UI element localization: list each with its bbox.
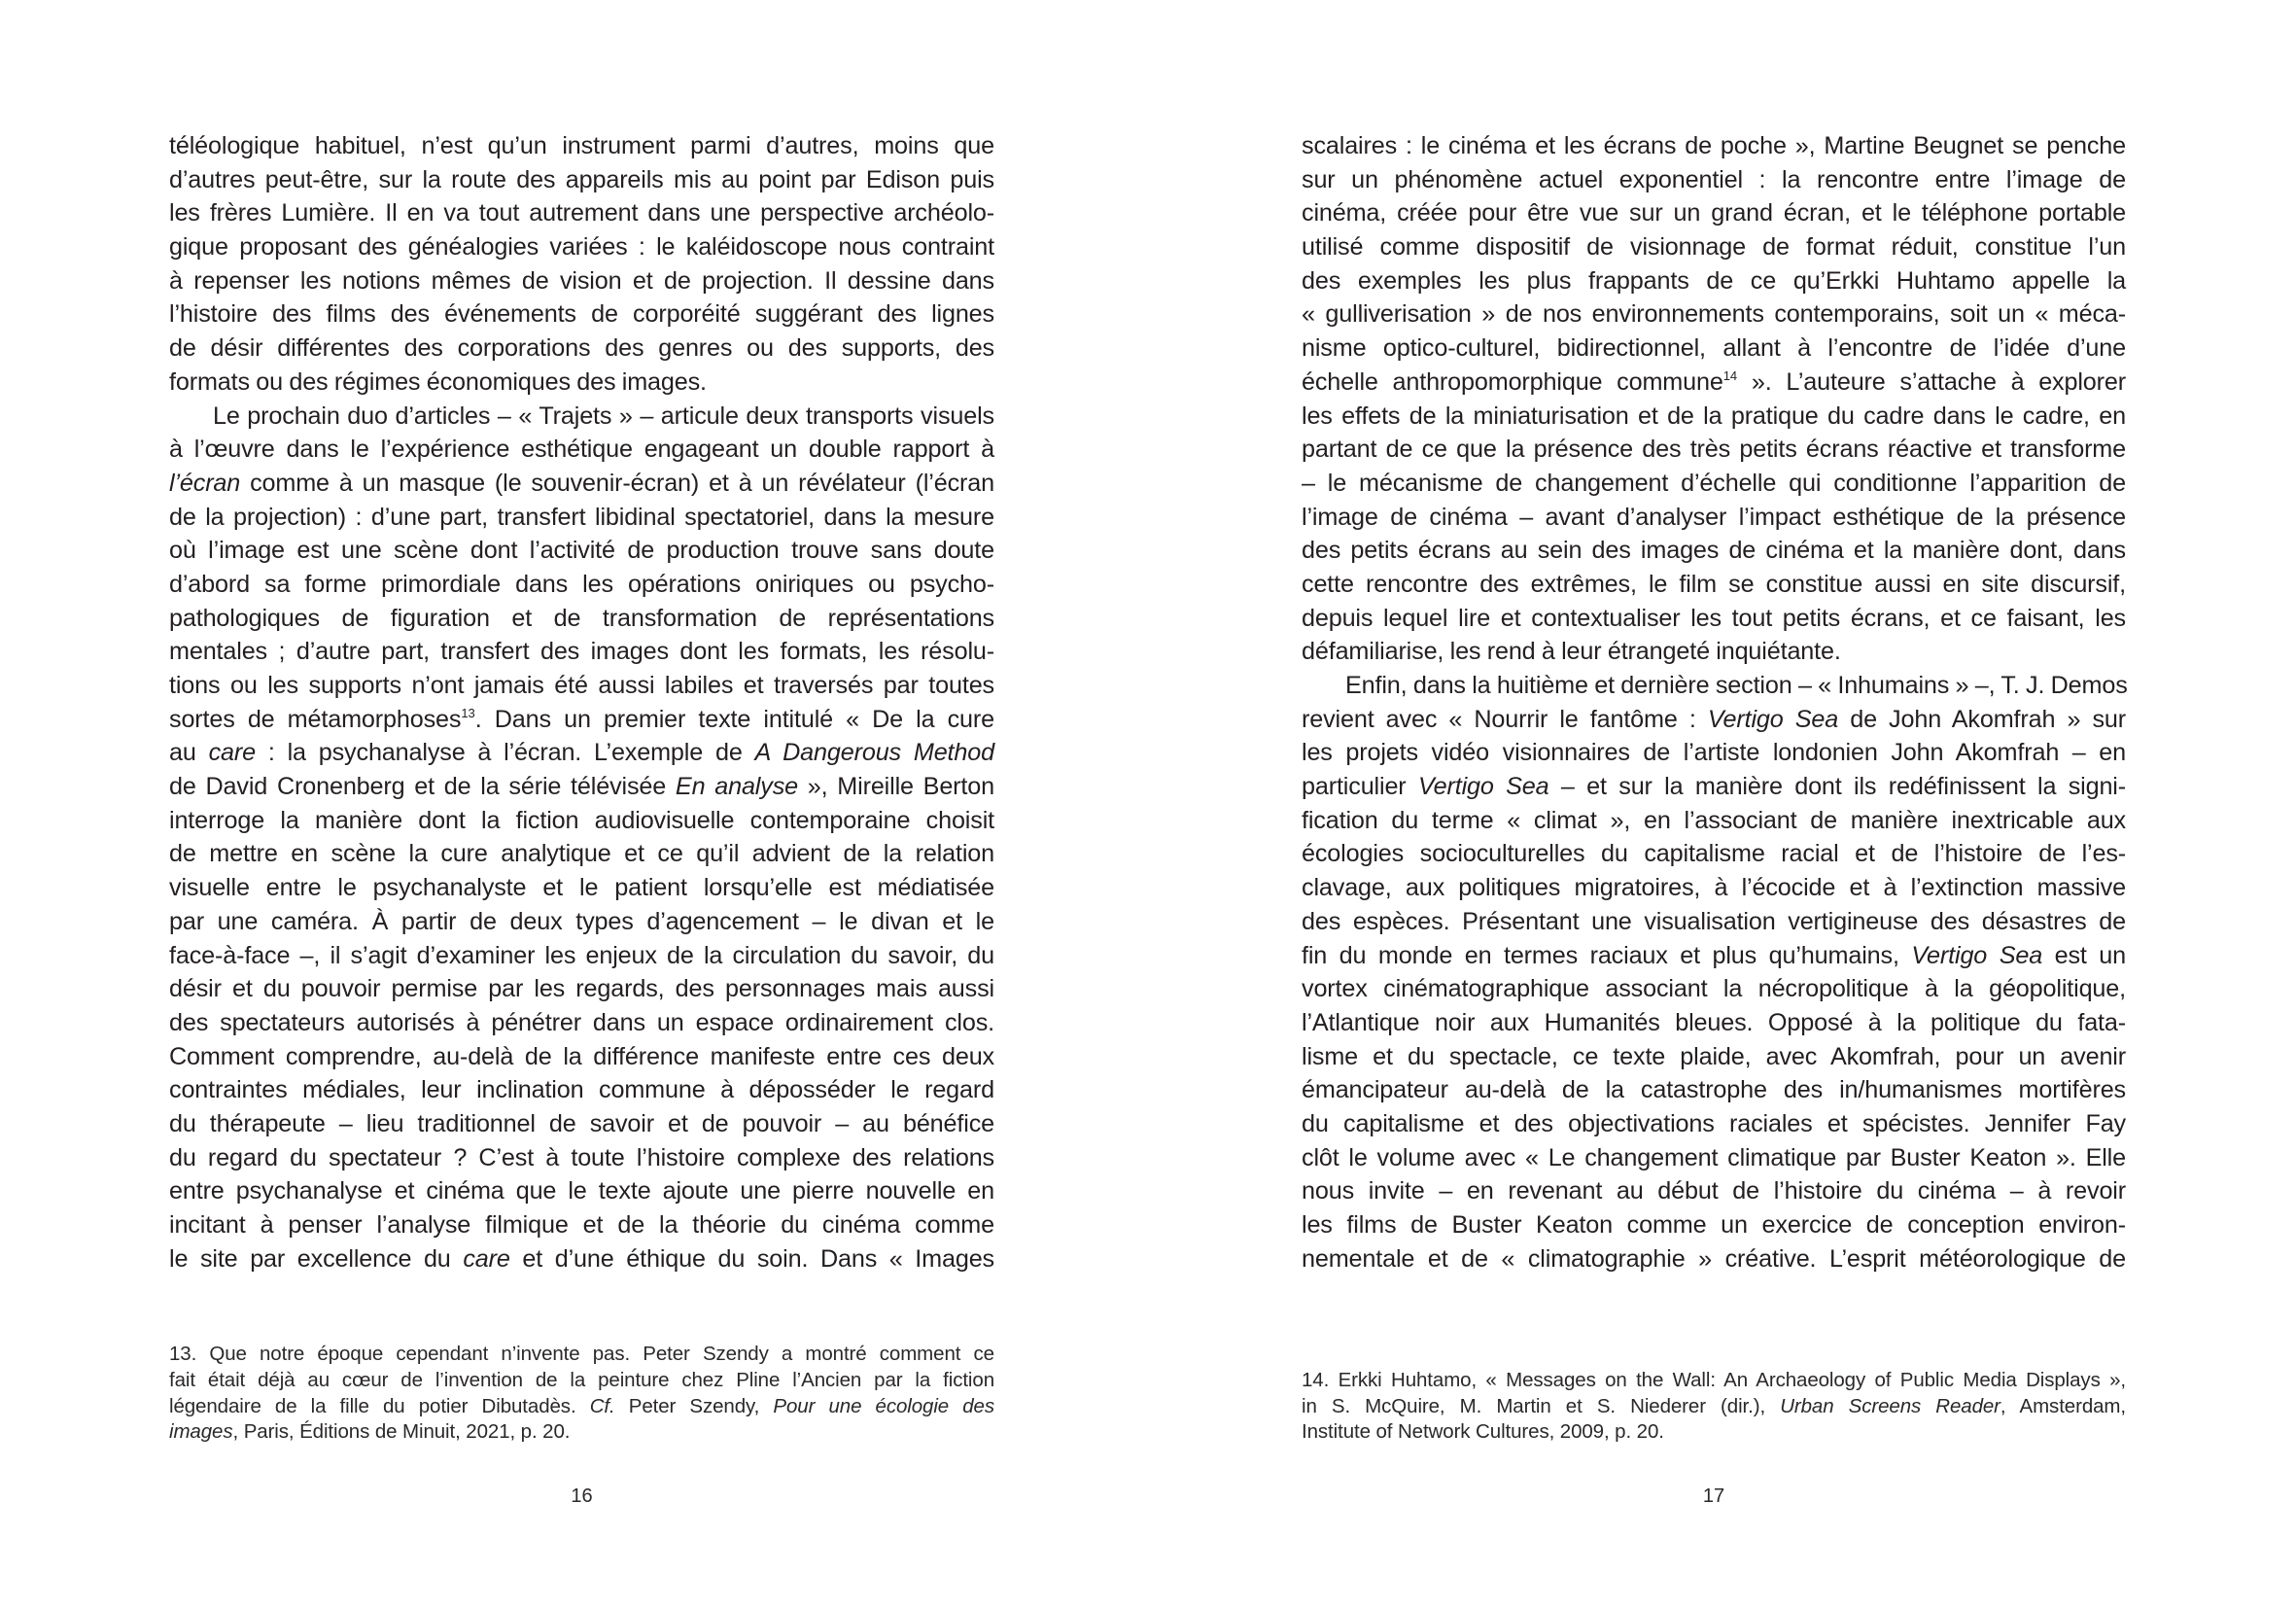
- text-line: de David Cronenberg et de la série télévisée En analyse », Mireille Berton: [169, 773, 994, 801]
- text-line: scalaires : le cinéma et les écrans de poche », Martine Beugnet se penche: [1302, 132, 2126, 159]
- text-line: du regard du spectateur ? C’est à toute l’histoire complexe des relations: [169, 1143, 994, 1171]
- text-line: écologies socioculturelles du capitalisme racial et de l’histoire de l’es-: [1302, 840, 2126, 868]
- text-line: tions ou les supports n’ont jamais été aussi labiles et traversés par toutes: [169, 672, 994, 699]
- text-line: du capitalisme et des objectivations raciales et spécistes. Jennifer Fay: [1302, 1109, 2126, 1137]
- text-line: nementale et de « climatographie » créative. L’esprit météorologique de: [1302, 1244, 2126, 1273]
- footnote-line: fait était déjà au cœur de l’invention de la peinture chez Pline l’Ancien par la fiction: [169, 1368, 994, 1391]
- text-line: fin du monde en termes raciaux et plus qu’humains, Vertigo Sea est un: [1302, 941, 2126, 969]
- text-line: les projets vidéo visionnaires de l’artiste londonien John Akomfrah – en: [1302, 739, 2126, 767]
- text-line: utilisé comme dispositif de visionnage de format réduit, constitue l’un: [1302, 233, 2126, 262]
- text-line: fication du terme « climat », en l’associant de manière inextricable aux: [1302, 806, 2126, 834]
- text-line: depuis lequel lire et contextualiser les tout petits écrans, et ce faisant, les: [1302, 604, 2126, 632]
- text-line: vortex cinématographique associant la nécropolitique à la géopolitique,: [1302, 975, 2126, 1003]
- footnote-line: images, Paris, Éditions de Minuit, 2021, p. 20.: [169, 1420, 571, 1444]
- page-number: 16: [571, 1485, 593, 1507]
- text-line: des petits écrans au sein des images de cinéma et la manière dont, dans: [1302, 537, 2126, 565]
- text-line: « gulliverisation » de nos environnements contemporains, soit un « méca-: [1302, 300, 2126, 329]
- text-line: défamiliarise, les rend à leur étrangeté inquiétante.: [1302, 638, 1841, 666]
- footnote-line: 13. Que notre époque cependant n’invente pas. Peter Szendy a montré comment ce: [169, 1343, 994, 1366]
- text-line: partant de ce que la présence des très petits écrans réactive et transforme: [1302, 436, 2126, 464]
- text-line: sortes de métamorphoses$^{13}$. Dans un premier texte intitulé « De la cure: [169, 705, 994, 733]
- text-line: par une caméra. À partir de deux types d’agencement – le divan et le: [169, 907, 994, 935]
- text-line: – le mécanisme de changement d’échelle qui conditionne l’apparition de: [1302, 469, 2126, 497]
- text-line: revient avec « Nourrir le fantôme : Vertigo Sea de John Akomfrah » sur: [1302, 705, 2126, 733]
- text-line: le site par excellence du care et d’une éthique du soin. Dans « Images: [169, 1244, 994, 1273]
- text-line: mentales ; d’autre part, transfert des images dont les formats, les résolu-: [169, 638, 994, 666]
- text-line: lisme et du spectacle, ce texte plaide, avec Akomfrah, pour un avenir: [1302, 1042, 2126, 1070]
- right-page: [1148, 0, 2296, 1607]
- text-line: de la projection) : d’une part, transfert libidinal spectatoriel, dans la mesure: [169, 503, 994, 531]
- text-line: cinéma, créée pour être vue sur un grand écran, et le téléphone portable: [1302, 199, 2126, 227]
- text-line: désir et du pouvoir permise par les regards, des personnages mais aussi: [169, 975, 994, 1003]
- footnote-ref: 13: [461, 705, 475, 720]
- text-line: pathologiques de figuration et de transformation de représentations: [169, 604, 994, 632]
- text-line: d’abord sa forme primordiale dans les opérations oniriques ou psycho-: [169, 570, 994, 598]
- text-line: les films de Buster Keaton comme un exercice de conception environ-: [1302, 1211, 2126, 1239]
- text-line: clavage, aux politiques migratoires, à l’écocide et à l’extinction massive: [1302, 874, 2126, 902]
- text-line: de désir différentes des corporations des genres ou des supports, des: [169, 334, 994, 363]
- text-line: téléologique habituel, n’est qu’un instrument parmi d’autres, moins que: [169, 132, 994, 159]
- text-line: nisme optico-culturel, bidirectionnel, allant à l’encontre de l’idée d’une: [1302, 334, 2126, 363]
- text-line: entre psychanalyse et cinéma que le texte ajoute une pierre nouvelle en: [169, 1177, 994, 1205]
- text-line: d’autres peut-être, sur la route des appareils mis au point par Edison puis: [169, 165, 994, 193]
- text-line: contraintes médiales, leur inclination commune à déposséder le regard: [169, 1076, 994, 1104]
- text-line: interroge la manière dont la fiction audiovisuelle contemporaine choisit: [169, 806, 994, 834]
- text-line: Comment comprendre, au-delà de la différence manifeste entre ces deux: [169, 1042, 994, 1070]
- text-line: émancipateur au-delà de la catastrophe des in/humanismes mortifères: [1302, 1076, 2126, 1104]
- text-line: gique proposant des généalogies variées : le kaléidoscope nous contraint: [169, 233, 994, 262]
- footnote-line: in S. McQuire, M. Martin et S. Niederer (dir.), Urban Screens Reader, Amsterdam,: [1302, 1394, 2126, 1417]
- text-line: au care : la psychanalyse à l’écran. L’exemple de A Dangerous Method: [169, 739, 994, 767]
- text-line: incitant à penser l’analyse filmique et de la théorie du cinéma comme: [169, 1211, 994, 1239]
- text-line: face-à-face –, il s’agit d’examiner les enjeux de la circulation du savoir, du: [169, 941, 994, 969]
- text-line: clôt le volume avec « Le changement climatique par Buster Keaton ». Elle: [1302, 1143, 2126, 1171]
- text-line: particulier Vertigo Sea – et sur la manière dont ils redéfinissent la signi-: [1302, 773, 2126, 801]
- text-line: Enfin, dans la huitième et dernière section – « Inhumains » –, T. J. Demos: [1345, 672, 2128, 699]
- footnote-14: [1302, 1368, 2126, 1446]
- footnote-ref: 14: [1722, 367, 1738, 383]
- text-line: les effets de la miniaturisation et de la pratique du cadre dans le cadre, en: [1302, 402, 2126, 430]
- text-line: où l’image est une scène dont l’activité de production trouve sans doute: [169, 537, 994, 565]
- text-line: visuelle entre le psychanalyste et le patient lorsqu’elle est médiatisée: [169, 874, 994, 902]
- text-line: des spectateurs autorisés à pénétrer dans un espace ordinairement clos.: [169, 1008, 994, 1036]
- text-line: des espèces. Présentant une visualisation vertigineuse des désastres de: [1302, 907, 2126, 935]
- text-line: cette rencontre des extrêmes, le film se constitue aussi en site discursif,: [1302, 570, 2126, 598]
- text-line: à l’œuvre dans le l’expérience esthétique engageant un double rapport à: [169, 436, 994, 464]
- footnote-line: Institute of Network Cultures, 2009, p. 20.: [1302, 1420, 1664, 1444]
- text-line: les frères Lumière. Il en va tout autrement dans une perspective archéolo-: [169, 199, 994, 227]
- text-line: du thérapeute – lieu traditionnel de savoir et de pouvoir – au bénéfice: [169, 1109, 994, 1137]
- text-line: à repenser les notions mêmes de vision et de projection. Il dessine dans: [169, 266, 994, 295]
- text-line: nous invite – en revenant au début de l’histoire du cinéma – à revoir: [1302, 1177, 2126, 1205]
- text-line: l’Atlantique noir aux Humanités bleues. Opposé à la politique du fata-: [1302, 1008, 2126, 1036]
- text-line: Le prochain duo d’articles – « Trajets » – articule deux transports visuels: [213, 402, 994, 430]
- text-line: des exemples les plus frappants de ce qu’Erkki Huhtamo appelle la: [1302, 266, 2126, 295]
- page-number: 17: [1702, 1485, 1725, 1507]
- text-line: l’histoire des films des événements de corporéité suggérant des lignes: [169, 300, 994, 329]
- text-line: de mettre en scène la cure analytique et ce qu’il advient de la relation: [169, 840, 994, 868]
- footnote-line: 14. Erkki Huhtamo, « Messages on the Wall: An Archaeology of Public Media Displays »,: [1302, 1368, 2126, 1391]
- text-line: sur un phénomène actuel exponentiel : la rencontre entre l’image de: [1302, 165, 2126, 193]
- text-line: formats ou des régimes économiques des images.: [169, 367, 707, 396]
- text-line: l’écran comme à un masque (le souvenir-écran) et à un révélateur (l’écran: [169, 469, 994, 497]
- footnote-13: [169, 1342, 994, 1446]
- footnote-line: légendaire de la fille du potier Dibutadès. Cf. Peter Szendy, Pour une écologie des: [169, 1394, 994, 1417]
- text-line: échelle anthropomorphique commune$^{14}$ ». L’auteure s’attache à explorer: [1302, 367, 2126, 396]
- text-line: l’image de cinéma – avant d’analyser l’impact esthétique de la présence: [1302, 503, 2126, 531]
- left-body-text: [169, 129, 994, 1275]
- right-body-text: [1302, 129, 2126, 1275]
